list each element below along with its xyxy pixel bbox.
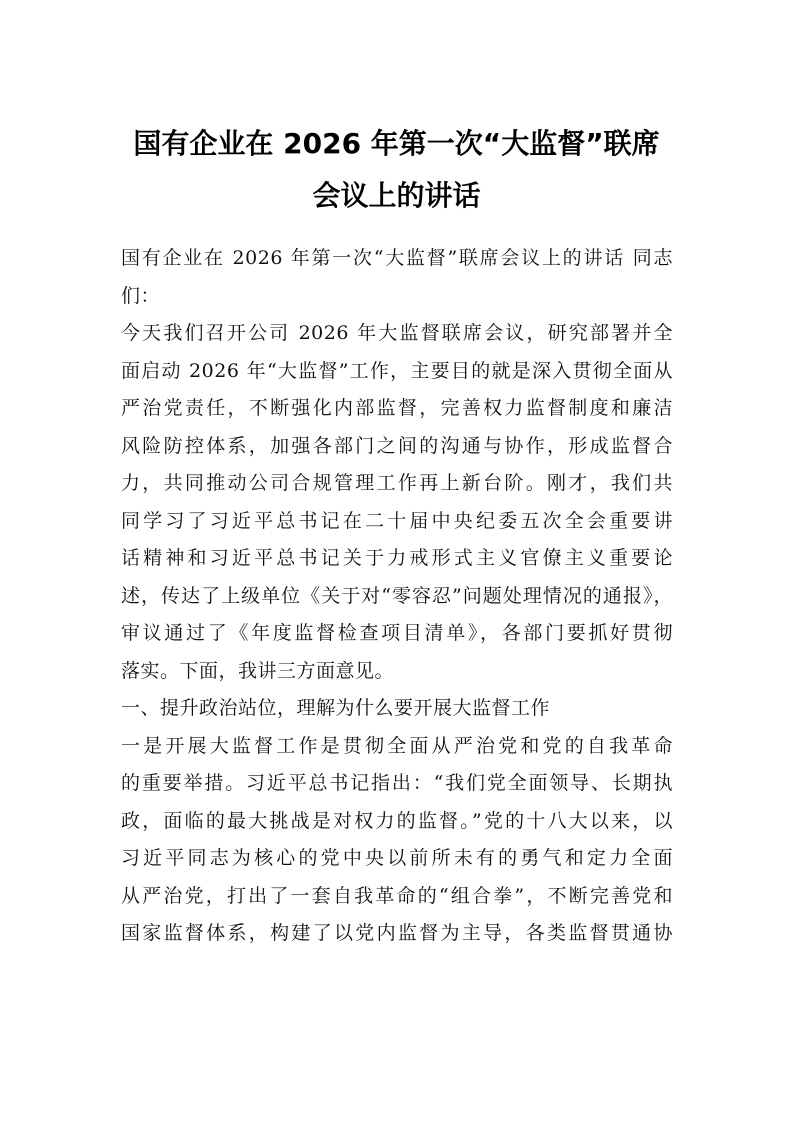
body-line: 面启动 2026 年“大监督”工作，主要目的就是深入贯彻全面从 <box>121 359 673 382</box>
title-line-2: 会议上的讲话 <box>312 179 481 212</box>
body-line: 话精神和习近平总书记关于力戒形式主义官僚主义重要论 <box>121 547 673 569</box>
body-line: 一是开展大监督工作是贯彻全面从严治党和党的自我革命 <box>121 734 673 757</box>
body-line: 习近平同志为核心的党中央以前所未有的勇气和定力全面 <box>121 847 673 869</box>
body-line: 国有企业在 2026 年第一次“大监督”联席会议上的讲话 同志 <box>121 247 673 269</box>
body-line: 的重要举措。习近平总书记指出：“我们党全面领导、长期执 <box>121 772 673 794</box>
document-body <box>121 240 673 953</box>
body-line: 从严治党，打出了一套自我革命的“组合拳”，不断完善党和 <box>121 884 673 907</box>
body-line: 们： <box>121 284 161 307</box>
body-line: 述，传达了上级单位《关于对“零容忍”问题处理情况的通报》， <box>121 584 673 607</box>
body-line: 同学习了习近平总书记在二十届中央纪委五次全会重要讲 <box>121 509 673 532</box>
body-line: 今天我们召开公司 2026 年大监督联席会议，研究部署并全 <box>121 322 673 344</box>
body-line: 一、提升政治站位，理解为什么要开展大监督工作 <box>121 697 551 719</box>
body-line: 国家监督体系，构建了以党内监督为主导，各类监督贯通协 <box>121 922 673 944</box>
document-title <box>100 118 693 222</box>
body-line: 落实。下面，我讲三方面意见。 <box>121 659 395 682</box>
body-line: 风险防控体系，加强各部门之间的沟通与协作，形成监督合 <box>121 434 673 457</box>
title-line-1: 国有企业在 2026 年第一次“大监督”联席 <box>133 127 660 160</box>
body-line: 力，共同推动公司合规管理工作再上新台阶。刚才，我们共 <box>121 472 673 494</box>
body-line: 严治党责任，不断强化内部监督，完善权力监督制度和廉洁 <box>121 397 673 419</box>
body-line: 政，面临的最大挑战是对权力的监督。”党的十八大以来，以 <box>121 809 673 832</box>
body-line: 审议通过了《年度监督检查项目清单》，各部门要抓好贯彻 <box>121 622 673 644</box>
